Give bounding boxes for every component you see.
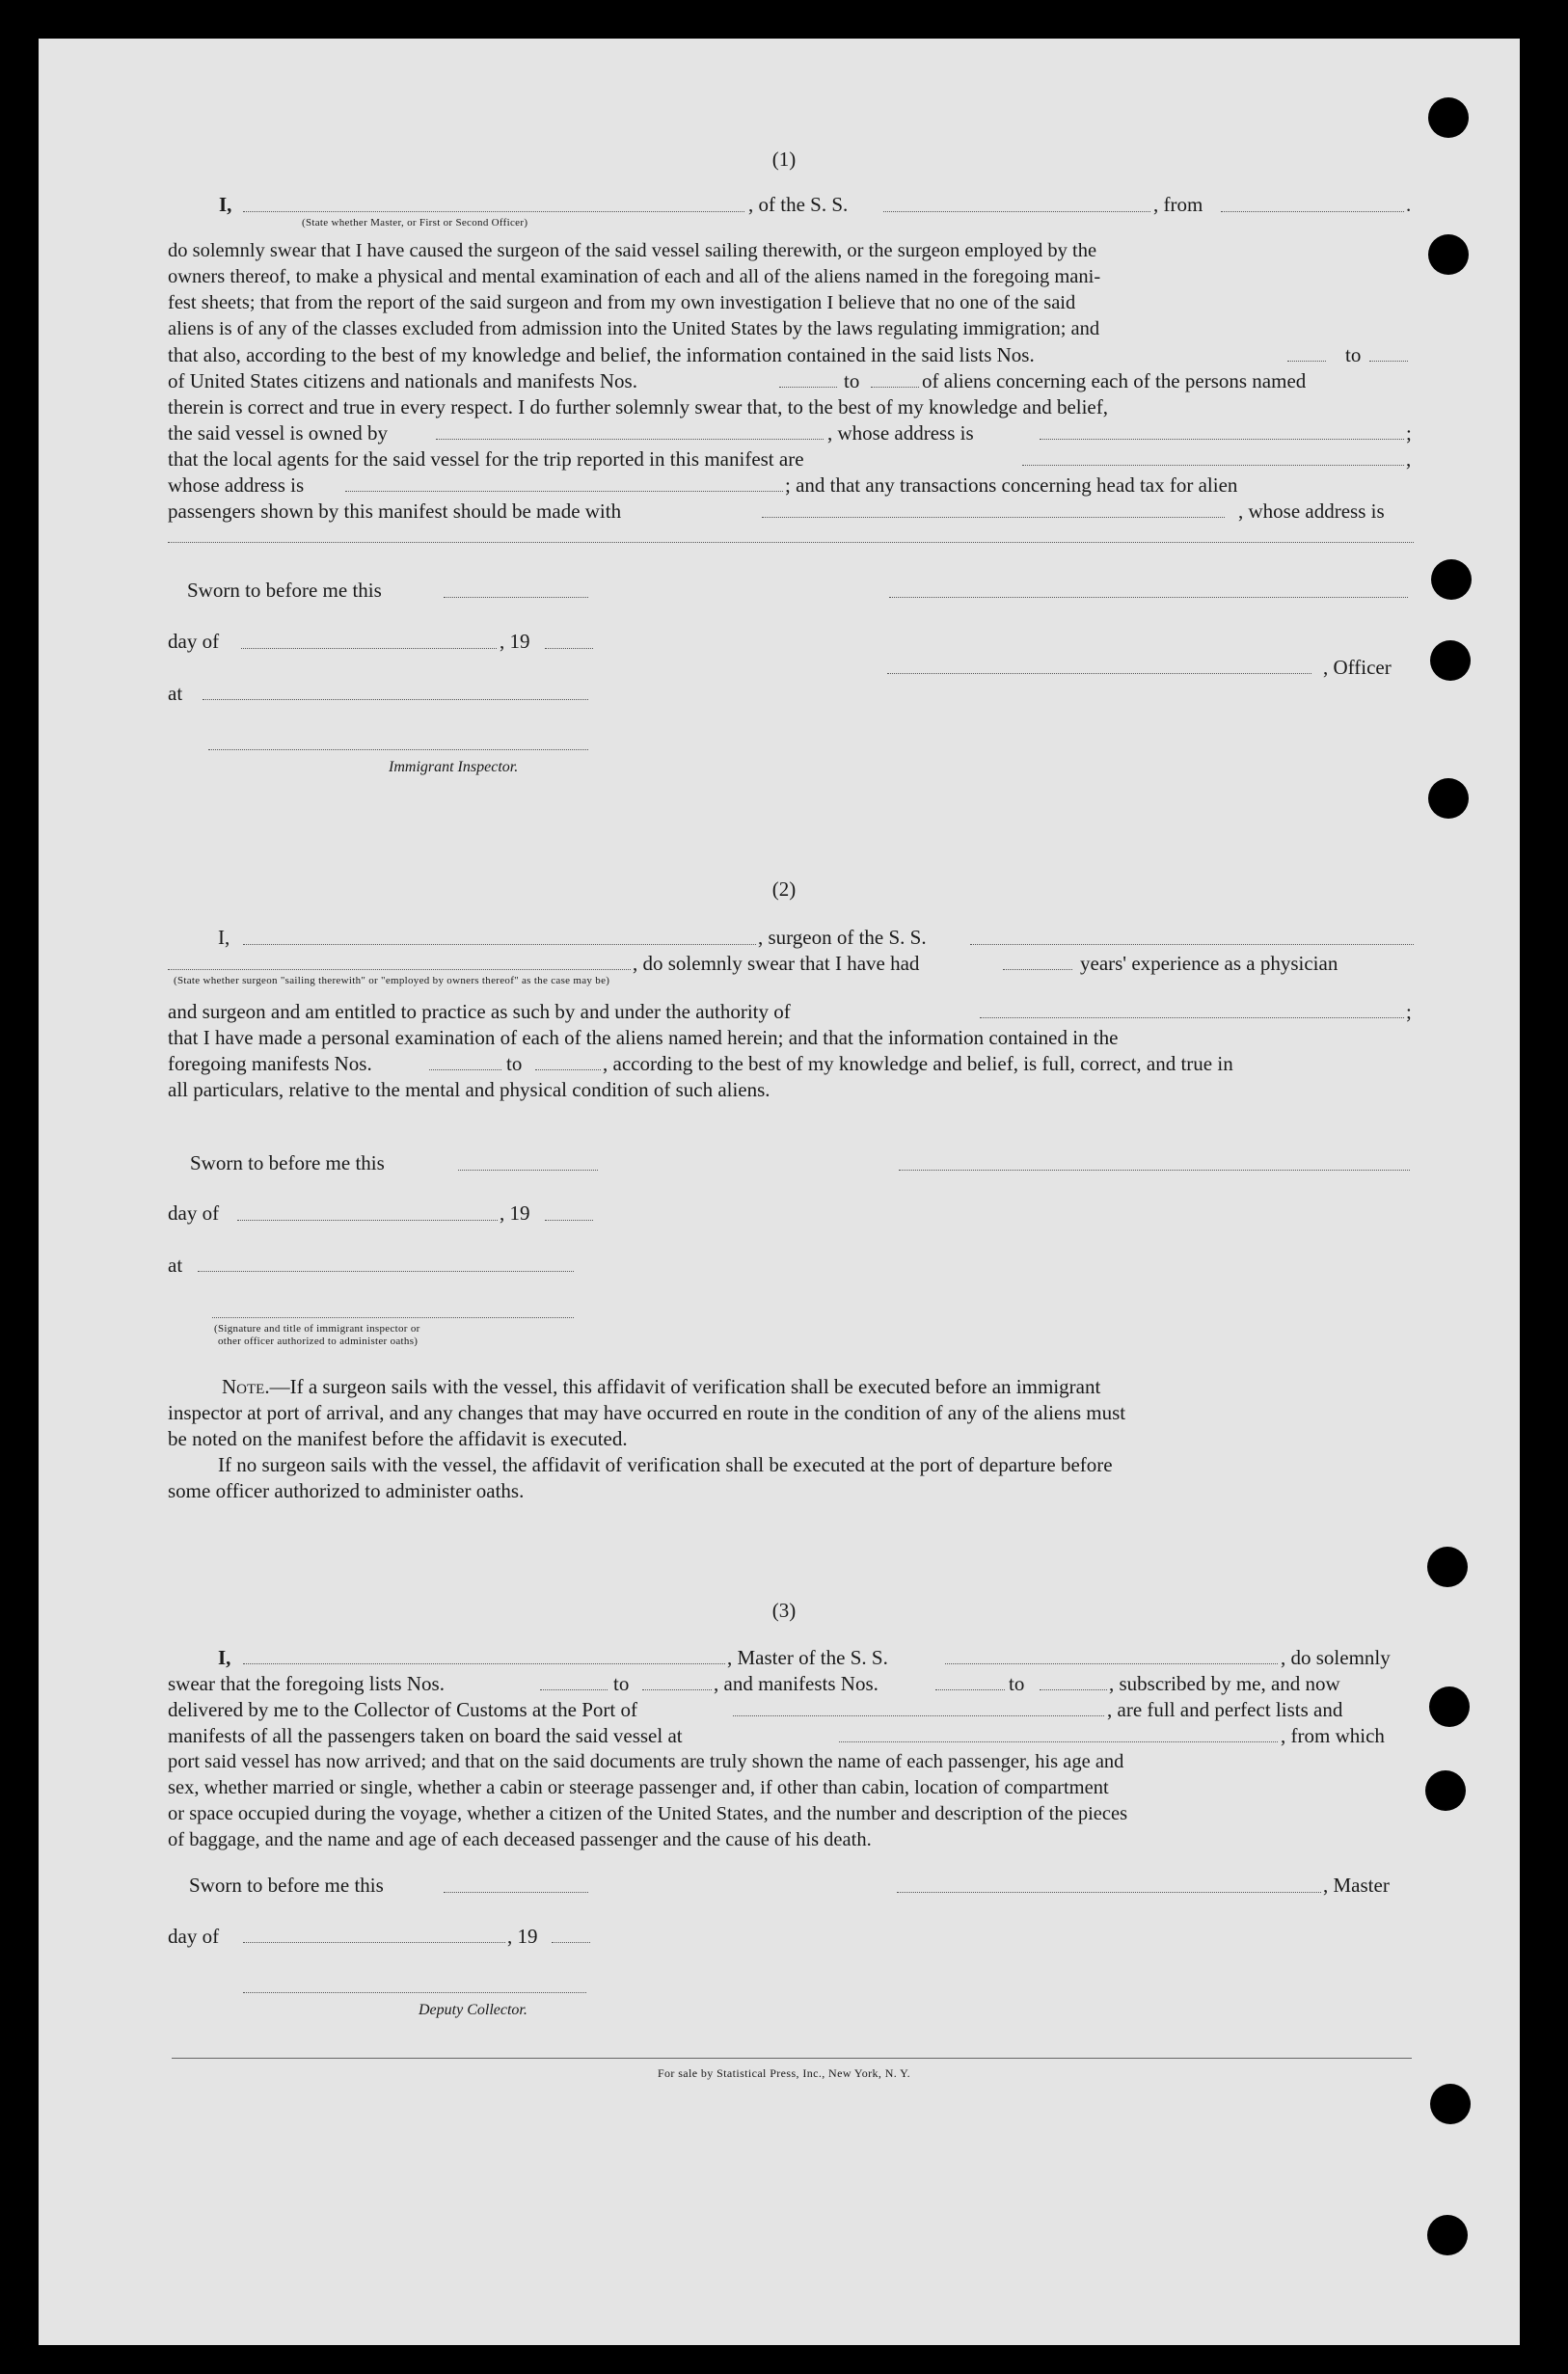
list-to-field[interactable] [1369, 361, 1408, 362]
punch-hole [1430, 2084, 1471, 2124]
port-field[interactable] [733, 1715, 1104, 1716]
signature-line[interactable] [889, 597, 1408, 598]
punch-hole [1428, 97, 1469, 138]
body-line: that the local agents for the said vessel for the trip reported in this manifest are [168, 447, 804, 471]
comma-text: , [1406, 447, 1412, 471]
inspector-signature-line[interactable] [212, 1317, 574, 1318]
section1-body [168, 238, 1414, 342]
master-name-field[interactable] [243, 1663, 725, 1664]
s2-manifest-from-field[interactable] [429, 1069, 501, 1070]
sworn-day-field[interactable] [444, 1892, 588, 1893]
surgeon-name-field[interactable] [243, 944, 756, 945]
punch-hole [1431, 559, 1472, 600]
sworn-day-field[interactable] [444, 597, 588, 598]
owner-address-field[interactable] [1040, 439, 1404, 440]
body-line: port said vessel has now arrived; and that on the said documents are truly shown the name of each passenger, his age and [168, 1751, 1124, 1772]
particulars-text: all particulars, relative to the mental and physical condition of such aliens. [168, 1078, 770, 1101]
day-of-text: day of [168, 1201, 220, 1225]
printer-footer: For sale by Statistical Press, Inc., New York, N. Y. [657, 2066, 911, 2080]
footer-divider [172, 2058, 1412, 2059]
punch-hole [1429, 1686, 1470, 1727]
body-line: of United States citizens and nationals and manifests Nos. [168, 369, 637, 392]
manifest-to-field[interactable] [871, 387, 919, 388]
from-port-field[interactable] [1221, 211, 1404, 212]
manifests-all-text: manifests of all the passengers taken on board the said vessel at [168, 1724, 683, 1747]
note-line [222, 1374, 1100, 1399]
body-line: sex, whether married or single, whether a cabin or steerage passenger and, if other than cabin, location of compartment [168, 1777, 1109, 1798]
contact-address-field[interactable] [168, 542, 1414, 543]
year-field[interactable] [552, 1942, 590, 1943]
solemnly-text: , do solemnly [1281, 1646, 1391, 1669]
of-the-ss-text: , of the S. S. [748, 193, 849, 216]
surgeon-type-field[interactable] [168, 969, 631, 970]
body-line: do solemnly swear that I have caused the surgeon of the said vessel sailing therewith, or the surgeon employed by the [168, 240, 1097, 261]
section-number: (2) [771, 877, 797, 901]
s3-manifest-from-field[interactable] [935, 1689, 1005, 1690]
master-signature-line[interactable] [897, 1892, 1321, 1893]
note-line: be noted on the manifest before the affidavit is executed. [168, 1427, 628, 1450]
authority-field[interactable] [980, 1017, 1404, 1018]
manifest-from-field[interactable] [779, 387, 837, 388]
section3-body [168, 1749, 1414, 1853]
to-text: to [1345, 343, 1362, 366]
whose-address-is-text: , whose address is [1238, 499, 1385, 523]
inspector-label: Immigrant Inspector. [389, 759, 519, 775]
semicolon-text: ; [1406, 1000, 1412, 1023]
examination-text: that I have made a personal examination of each of the aliens named herein; and that the information contained in the [168, 1026, 1119, 1049]
section1-i: I, [219, 193, 232, 216]
agents-field[interactable] [1022, 465, 1404, 466]
list-from-field[interactable] [1287, 361, 1326, 362]
to-text: to [506, 1052, 523, 1075]
whose-address-text: , whose address is [827, 421, 974, 445]
owner-field[interactable] [436, 439, 824, 440]
delivered-text: delivered by me to the Collector of Customs at the Port of [168, 1698, 637, 1721]
sworn-text: Sworn to before me this [190, 1151, 385, 1174]
sworn-day-field[interactable] [458, 1170, 598, 1171]
to-text: to [613, 1672, 630, 1695]
authority-text: and surgeon and am entitled to practice as such by and under the authority of [168, 1000, 791, 1023]
head-tax-text: ; and that any transactions concerning head tax for alien [785, 473, 1238, 497]
body-line: owners thereof, to make a physical and mental examination of each and all of the aliens named in the foregoing mani- [168, 266, 1101, 287]
at-place-field[interactable] [203, 699, 588, 700]
at-text: at [168, 1254, 183, 1277]
day-of-text: day of [168, 630, 220, 653]
note-line: If no surgeon sails with the vessel, the affidavit of verification shall be executed at the port of departure before [218, 1453, 1113, 1476]
semicolon-text: ; [1406, 421, 1412, 445]
s3-list-from-field[interactable] [540, 1689, 608, 1690]
month-field[interactable] [243, 1942, 505, 1943]
according-text: , according to the best of my knowledge and belief, is full, correct, and true in [603, 1052, 1233, 1075]
at-place-field[interactable] [198, 1271, 574, 1272]
head-tax-contact-field[interactable] [762, 517, 1225, 518]
master-text: , Master [1323, 1874, 1390, 1897]
note-line: some officer authorized to administer oaths. [168, 1479, 525, 1502]
embark-port-field[interactable] [839, 1741, 1278, 1742]
sworn-text: Sworn to before me this [187, 579, 382, 602]
section-number: (3) [771, 1599, 797, 1622]
year-field[interactable] [545, 648, 593, 649]
sworn-text: Sworn to before me this [189, 1874, 384, 1897]
year-text: , 19 [500, 1201, 530, 1225]
manifests-text: , and manifests Nos. [714, 1672, 879, 1695]
punch-hole [1427, 2215, 1468, 2255]
rank-caption: (State whether Master, or First or Second Officer) [302, 217, 528, 229]
body-line: the said vessel is owned by [168, 421, 389, 445]
surgeon-caption: (State whether surgeon "sailing therewith" or "employed by owners thereof" as the case may be) [174, 975, 610, 986]
subscribed-text: , subscribed by me, and now [1109, 1672, 1340, 1695]
master-vessel-field[interactable] [945, 1663, 1278, 1664]
surgeon-vessel-field[interactable] [970, 944, 1414, 945]
note-label: Note. [222, 1375, 270, 1398]
years-field[interactable] [1003, 969, 1072, 970]
year-text: , 19 [507, 1925, 538, 1948]
day-of-text: day of [168, 1925, 220, 1948]
sig-caption: other officer authorized to administer oaths) [218, 1335, 419, 1347]
body-line: whose address is [168, 473, 305, 497]
vessel-name-field[interactable] [883, 211, 1150, 212]
section2-i: I, [218, 926, 230, 949]
officer-text: , Officer [1323, 656, 1392, 679]
body-line: fest sheets; that from the report of the said surgeon and from my own investigation I believe that no one of the said [168, 292, 1076, 313]
month-field[interactable] [241, 648, 497, 649]
collector-signature-line[interactable] [243, 1992, 586, 1993]
period-text: . [1406, 193, 1412, 216]
punch-hole [1428, 234, 1469, 275]
lists-text: swear that the foregoing lists Nos. [168, 1672, 445, 1695]
punch-hole [1428, 778, 1469, 819]
body-line: that also, according to the best of my knowledge and belief, the information contained in the said lists Nos. [168, 343, 1035, 366]
body-line: aliens is of any of the classes excluded from admission into the United States by the laws regulating immigration; and [168, 318, 1100, 339]
full-lists-text: , are full and perfect lists and [1107, 1698, 1343, 1721]
section3-i: I, [218, 1646, 231, 1669]
surgeon-signature-line[interactable] [899, 1170, 1410, 1171]
at-text: at [168, 682, 183, 705]
from-which-text: , from which [1281, 1724, 1385, 1747]
note-text: —If a surgeon sails with the vessel, this affidavit of verification shall be executed before an immigrant [269, 1375, 1101, 1398]
s3-manifest-to-field[interactable] [1040, 1689, 1107, 1690]
s2-manifest-to-field[interactable] [535, 1069, 601, 1070]
punch-hole [1430, 640, 1471, 681]
aliens-text: of aliens concerning each of the persons named [922, 369, 1307, 392]
year-text: , 19 [500, 630, 530, 653]
officer-rank-field[interactable] [243, 211, 744, 212]
body-line: therein is correct and true in every respect. I do further solemnly swear that, to the best of my knowledge and belief, [168, 395, 1108, 418]
swear-text: , do solemnly swear that I have had [633, 952, 920, 975]
note-line: inspector at port of arrival, and any changes that may have occurred en route in the condition of any of the aliens must [168, 1401, 1126, 1424]
body-line: of baggage, and the name and age of each deceased passenger and the cause of his death. [168, 1829, 872, 1850]
officer-signature-line[interactable] [887, 673, 1311, 674]
s3-list-to-field[interactable] [642, 1689, 712, 1690]
from-text: , from [1153, 193, 1203, 216]
month-field[interactable] [237, 1220, 498, 1221]
master-of-text: , Master of the S. S. [727, 1646, 888, 1669]
inspector-signature-line[interactable] [208, 749, 588, 750]
punch-hole [1427, 1547, 1468, 1587]
manifests-text: foregoing manifests Nos. [168, 1052, 372, 1075]
years-text: years' experience as a physician [1080, 952, 1338, 975]
surgeon-of-text: , surgeon of the S. S. [758, 926, 927, 949]
body-line: or space occupied during the voyage, whether a citizen of the United States, and the number and description of the pieces [168, 1803, 1128, 1824]
year-field[interactable] [545, 1220, 593, 1221]
to-text: to [1009, 1672, 1025, 1695]
body-line: passengers shown by this manifest should be made with [168, 499, 622, 523]
collector-label: Deputy Collector. [419, 2002, 527, 2018]
agents-address-field[interactable] [345, 491, 783, 492]
punch-hole [1425, 1770, 1466, 1811]
sig-caption: (Signature and title of immigrant inspector or [214, 1323, 420, 1335]
section-number: (1) [771, 148, 797, 171]
to-text: to [844, 369, 860, 392]
